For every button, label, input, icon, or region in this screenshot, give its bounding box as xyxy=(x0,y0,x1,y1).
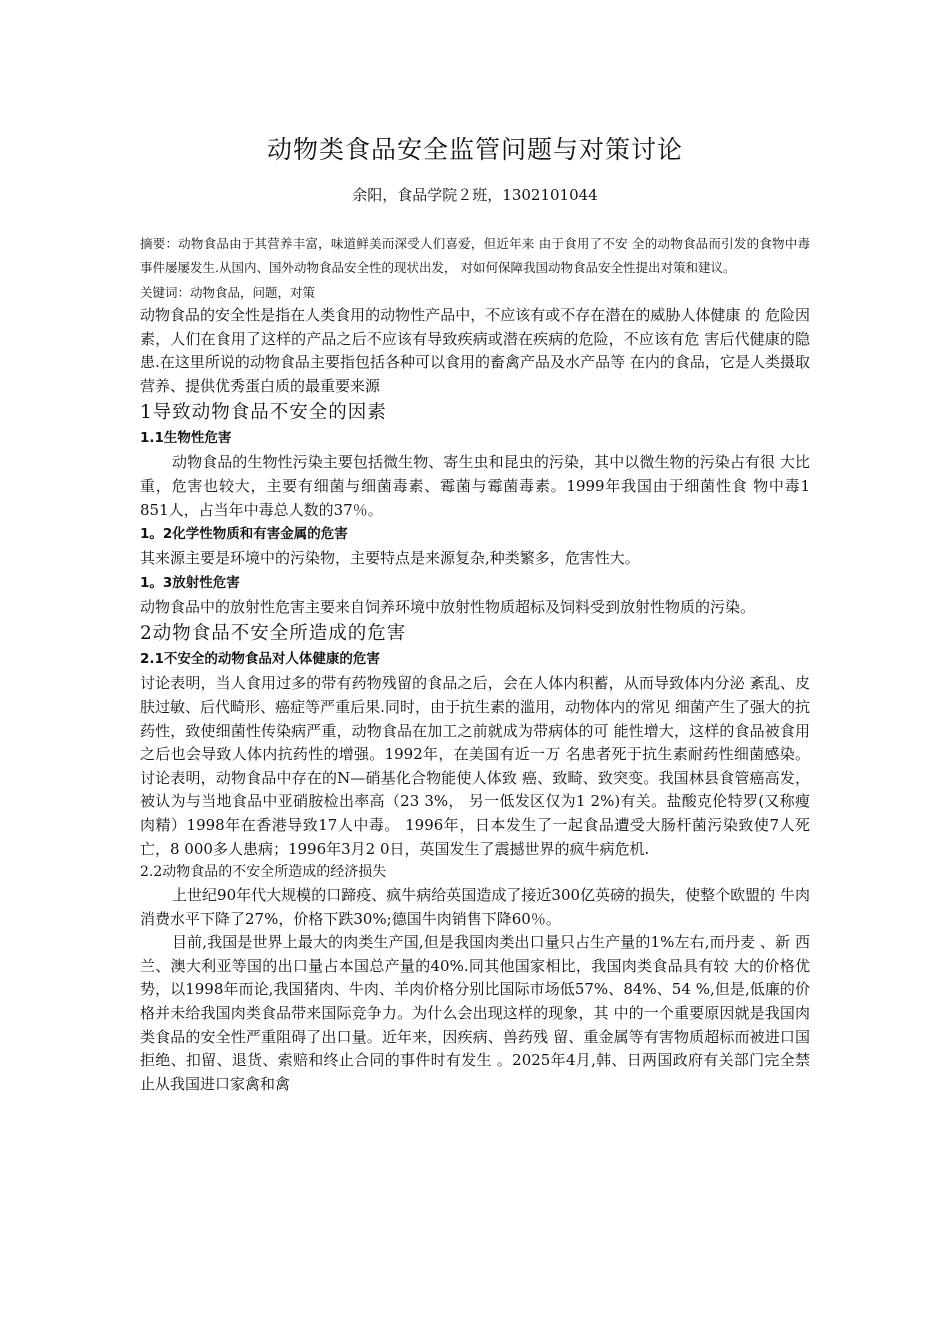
intro-paragraph: 动物食品的安全性是指在人类食用的动物性产品中，不应该有或不存在潜在的威胁人体健康 的 危险因素，人们在食用了这样的产品之后不应该有导致疾病或潜在疾病的危险，不应该有危 害后代健康的隐患.在这里所说的动物食品主要指包括各种可以食用的畜禽产品及水产品等 在内的食品，它是人类摄取营养、提供优秀蛋白质的最重要来源 xyxy=(140,306,810,395)
document-title: 动物类食品安全监管问题与对策讨论 xyxy=(266,135,683,164)
section-1-3-paragraph: 动物食品中的放射性危害主要来自饲养环境中放射性物质超标及饲料受到放射性物质的污染。 xyxy=(140,597,756,616)
section-2-2-paragraph-1: 上世纪90年代大规模的口蹄疫、疯牛病给英国造成了接近300亿英磅的损失，使整个欧盟的 牛肉消费水平下降了27%，价格下跌30%;德国牛肉销售下降60％。 xyxy=(140,886,810,928)
section-2-1-paragraph: 讨论表明，当人食用过多的带有药物残留的食品之后，会在人体内积蓄，从而导致体内分泌 紊乱、皮肤过敏、后代畸形、癌症等严重后果.同时，由于抗生素的滥用，动物体内的常见 细菌产生了强大的抗药性，致使细菌性传染病严重，动物食品在加工之前就成为带病体的可 能性增大，这样的食品被食用之后也会导致人体内抗药性的增强。1992年，在美国有近一万 名患者死于抗生素耐药性细菌感染。讨论表明，动物食品中存在的N—硝基化合物能使人体致 癌、致畸、致突变。我国林县食管癌高发，被认为与当地食品中亚硝胺检出率高（23 3%， 另一低发区仅为1 2%)有关。盐酸克伦特罗(又称瘦肉精）1998年在香港导致17人中毒。 1996年，日本发生了一起食品遭受大肠杆菌污染致使7人死亡，8 000多人患病；1996年3月2 0日，英国发生了震撼世界的疯牛病危机. xyxy=(140,674,810,858)
section-1-2-paragraph: 其来源主要是环境中的污染物，主要特点是来源复杂,种类繁多，危害性大。 xyxy=(140,549,640,568)
author-line: 余阳，食品学院２班，1302101044 xyxy=(352,186,598,204)
section-1-heading: 1导致动物食品不安全的因素 xyxy=(140,402,387,424)
abstract-paragraph: 摘要：动物食品由于其营养丰富，味道鲜美而深受人们喜爱，但近年来 由于食用了不安 全的动物食品而引发的食物中毒事件屡屡发生.从国内、国外动物食品安全性的现状出发， 对如何保障我国动物食品安全性提出对策和建议。 xyxy=(140,236,810,275)
keywords-line: 关键词：动物食品，问题，对策 xyxy=(140,285,316,300)
section-1-2-heading: 1。2化学性物质和有害金属的危害 xyxy=(140,526,348,543)
section-2-heading: 2动物食品不安全所造成的危害 xyxy=(140,623,407,645)
section-2-1-heading: 2.1不安全的动物食品对人体健康的危害 xyxy=(140,651,380,668)
section-1-1-heading: 1.1生物性危害 xyxy=(140,430,232,447)
section-1-3-heading: 1。3放射性危害 xyxy=(140,574,240,591)
section-1-1-paragraph: 动物食品的生物性污染主要包括微生物、寄生虫和昆虫的污染，其中以微生物的污染占有很 大比重，危害也较大，主要有细菌与细菌毒素、霉菌与霉菌毒素。1999年我国由于细菌性食 物中毒1 851人，占当年中毒总人数的37％。 xyxy=(140,453,810,519)
section-2-2-paragraph-2: 目前,我国是世界上最大的肉类生产国,但是我国肉类出口量只占生产量的1%左右,而丹麦 、新 西兰、澳大利亚等国的出口量占本国总产量的40%.同其他国家相比，我国肉类食品具有较 大的价格优势，以1998年而论,我国猪肉、牛肉、羊肉价格分别比国际市场低57%、84%、54 %,但是,低廉的价格并未给我国肉类食品带来国际竞争力。为什么会出现这样的现象，其 中的一个重要原因就是我国肉类食品的安全性严重阻碍了出口量。近年来，因疾病、兽药残 留、重金属等有害物质超标而被进口国拒绝、扣留、退货、索赔和终止合同的事件时有发生 。2025年4月,韩、日两国政府有关部门完全禁止从我国进口家禽和禽 xyxy=(140,933,810,1093)
section-2-2-heading: 2.2动物食品的不安全所造成的经济损失 xyxy=(140,864,387,881)
